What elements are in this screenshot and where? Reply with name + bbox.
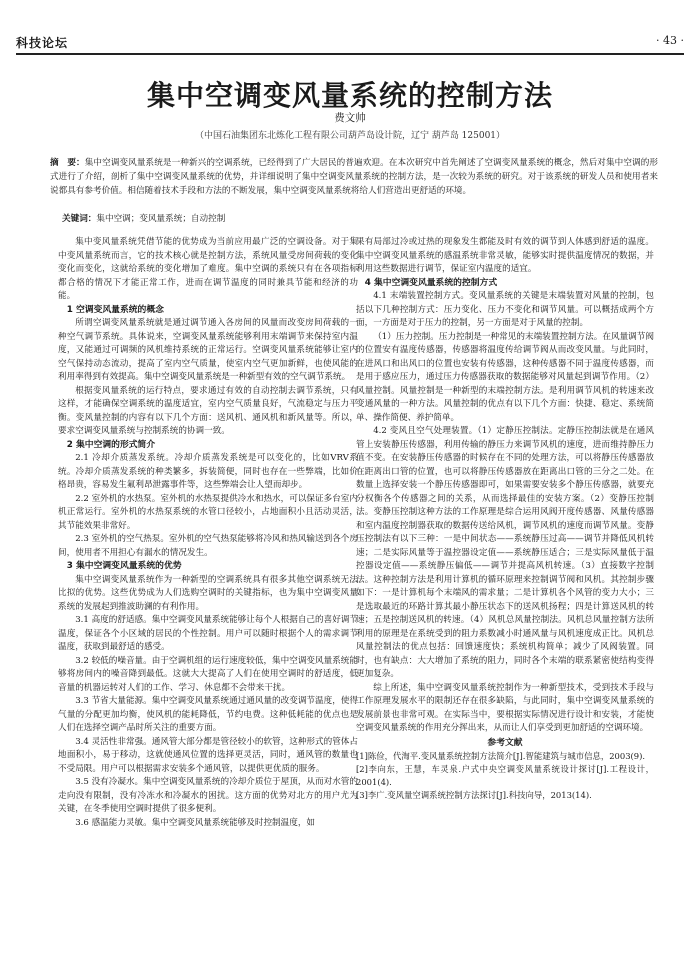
- abstract-label: 摘 要：: [50, 158, 85, 168]
- body-paragraph: 2.3 室外机的空气热泵。室外机的空气热泵能够将冷风和热风输送到各个房间，使用者不用担心有漏水的情况发生。: [58, 534, 358, 558]
- author-name: 费文帅: [334, 112, 366, 124]
- body-paragraph: 3.6 感温能力灵敏。集中空调变风量系统能够及时控制温度，如: [75, 817, 316, 828]
- page-number: · 43 ·: [656, 34, 684, 47]
- section-heading: 3 集中空调变风量系统的优势: [66, 561, 182, 571]
- body-paragraph: 3.3 节省大量能源。集中空调变风量系统通过通风量的改变调节温度，使得气量的分配更加均衡，使风机的能耗降低，节约电费。这种低耗能的优点也是人们在选择空调产品时所关注的重要方面。: [58, 696, 358, 733]
- section-heading: 4 集中空调变风量系统的控制方式: [364, 277, 498, 288]
- left-column: [58, 236, 358, 830]
- reference-item: [3]李广.变风量空调系统控制方法探讨[J].科技向导，2013(14).: [356, 789, 592, 800]
- body-paragraph: 2.2 室外机的水热泵。室外机的水热泵提供冷水和热水，可以保证多台室内机正常运行。室外机的水热泵系统的水管口径较小，占地面积小且活动灵活，其节能效果非常好。: [58, 493, 358, 531]
- keywords-label: 关键词：: [62, 214, 97, 224]
- abstract-text: 集中空调变风量系统是一种新兴的空调系统，已经得到了广大居民的普遍欢迎。在本次研究中首先阐述了空调变风量系统的概念，然后对集中空调的形式进行了介绍，剖析了集中空调变风量系统的优势，并详细说明了集中空调变风量系统的控制方法，是一次较为系统的研究。对于该系统的研发人员和使用者来说都具有参考价值。相信随着技术手段和方法的不断发展，集中空调变风量系统将给人们营造出更舒适的环境。: [50, 158, 658, 196]
- header-rule: [16, 53, 684, 55]
- section-heading: 2 集中空调的形式简介: [66, 439, 156, 450]
- body-paragraph: 4.2 变风且空气处理装置。（1）定静压控制法。定静压控制法就是在通风管上安装静压传感器，利用传输的静压力来调节风机的速度，进而维持静压力值不变。在安装静压传感器的时候存在不同的处理方法，可以将静压传感器放在距离出口管的位置，也可以将静压传感器放在距离出口管的三分之二处。在数量上选择安装一个静压传感器即可，如果需要安装多个静压传感器，就要充分权衡各个传感器之间的关系，从而选择最佳的安装方案。（2）变静压控制法。变静压控制这种方法的工作原理是综合运用风阀开度传感器、风量传感器和室内温度控制器获取的数据传送给风机，调节风机的速度而调节风量。变静压控制法有以下三种：一是中间状态——系统静压过高——调节并降低风机转速；二是实际风量等于温控器设定值——系统静压适合；三是实际风量低于温控器设定值——系统静压偏低——调节并提高风机转速。（3）直接数字控制法。这种控制方法是利用计算机的循环原理来控制调节阀和风机。其控制步骤如下：一是计算机每个末端风的需求量；二是计算机各个风管的变力大小；三是选取最近的环路计算其最小静压状态下的送风机扬程；四是计算送风机的转速；五是控制送风机的转速。（4）风机总风量控制法。风机总风量控制方法所利用的原理是在系统受到的阻力系数减小时通风量与风机速度成正比。风机总风量控制法的优点包括：回馈速度快；系统机构简单；减少了风阀装置。同时，也有缺点：大大增加了系统的阻力，同时各个末端的联系紧密使结构变得更加复杂。: [356, 426, 654, 679]
- body-paragraph: 所谓空调变风量系统就是通过调节通入各房间的风量而改变房间荷载的一种空气调节系统。具体说来，空调变风量系统能够利用末端调节来保持室内温度，又能通过可调频的风机维持系统的正常运行。空调变风量系统能够让室内空气保持动态流动，提高了室内空气质量，使室内空气更加新鲜，也使风能的利用率得到有效提高。集中空调变风量系统是一种新型有效的空气调节系统。: [58, 318, 358, 382]
- body-paragraph: 根据变风量系统的运行特点，要求通过有效的自动控制去调节系统，只有这样，才能确保空调系统的温度适宜，室内空气质量良好，气流稳定与压力平衡。变风量控制的内容有以下几个方面：送风机、通风机和新风量等。所以，要求空调变风量系统与控制系统的协调一致。: [58, 385, 358, 436]
- affiliation: （中国石油集团东北炼化工程有限公司葫芦岛设计院，辽宁 葫芦岛 125001）: [194, 131, 506, 141]
- references-heading: 参考文献: [487, 737, 523, 748]
- body-paragraph: 4.1 末端装置控制方式。变风量系统的关键是末端装置对风量的控制，包括以下几种控制方式：压力变化、压力不变化和调节风量。可以概括成两个方面，一方面是对于压力的控制，另一方面是对于风量的控制。: [356, 291, 654, 328]
- reference-item: [1]陈俭，代淘平.变风量系统控制方法简介[J].智能建筑与城市信息，2003(9).: [356, 750, 646, 761]
- body-paragraph: 集中变风量系统凭借节能的优势成为当前应用最广泛的空调设备。对于集中变风量系统而言，它的技术核心就是控制方法，系统风量受房间荷载的变化变化而变化，这就给系统的变化增加了难度。集中空调的系统只有在各项指标都合格的情况下才能正常工作，进而在调节温度的同时兼具节能和经济的功能。: [58, 237, 358, 301]
- paper-title: 集中空调变风量系统的控制方法: [146, 79, 553, 112]
- keywords-text: 集中空调；变风量系统；自动控制: [96, 214, 226, 224]
- body-paragraph: （1）压力控制。压力控制是一种常见的末端装置控制方法。在风量调节阀的位置安有温度传感器，传感器将温度传给调节阀从而改变风量。与此同时，在进风口和出风口的位置也安装有传感器，这种传感器不同于温度传感器，而是用于感应压力，通过压力传感器获取的数据能够对风量起到调节作用。（2）风量控制。风量控制是一种新型的末端控制方法。是利用调节风机的转速来改变通风量的一种方法。风量控制的优点有以下几个方面：快捷、稳定、系统简单、操作简便、养护简单。: [356, 331, 654, 423]
- body-paragraph: 集中空调变风量系统作为一种新型的空调系统具有很多其他空调系统无法比拟的优势。这些优势成为人们选购空调时的关键指标，也为集中空调变风量系统的发展起到推波助澜的有利作用。: [58, 574, 358, 612]
- reference-item: [2]李向东，王慧，车灵泉.户式中央空调变风量系统设计探讨[J].工程设计，2001(4).: [356, 763, 654, 787]
- right-column: [356, 236, 654, 802]
- body-paragraph: 3.2 较低的噪音量。由于空调机组的运行速度较低，集中空调变风量系统能够将房间内的噪音降到最低。这就大大提高了人们在使用空调时的舒适度，低音量的机器运转对人们的工作、学习、休息都不会带来干扰。: [58, 655, 358, 693]
- section-heading: 1 空调变风量系统的概念: [66, 304, 164, 315]
- body-paragraph: 3.1 高度的舒适感。集中空调变风量系统能够让每个人根据自己的喜好调节温度，保证各个小区域的居民的个性控制。用户可以随时根据个人的需求调节温度，获取到最舒适的感受。: [58, 615, 358, 652]
- journal-section: 科技论坛: [16, 36, 69, 50]
- abstract: [50, 156, 658, 198]
- body-paragraph: 2.1 冷却介质蒸发系统。冷却介质蒸发系统是可以变化的，比如VRV系统。冷却介质蒸发系统的种类繁多，拆装简便，同时也存在一些弊端，比如价格昂贵，容易发生氟利昂泄露事件等，这些弊端会让人望而却步。: [58, 453, 358, 490]
- body-paragraph: 综上所述，集中空调变风量系统控制作为一种新型技术，受到技术手段与工作原理发展水平的限制还存在很多缺陷，与此同时，集中空调变风量系统的发展前景也非常可观。在实际当中，要根据实际情况进行设计和安装，才能使空调变风量系统的作用充分挥出来，从而让人们享受到更加舒适的空调环境。: [356, 682, 654, 733]
- body-paragraph: 果有局部过冷或过热的现象发生都能及时有效的调节到人体感到舒适的温度。集中空调变风量系统的感温系统非常灵敏，能够实时提供温度情况的数据，并利用这些数据进行调节，保证室内温度的适宜。: [356, 237, 654, 274]
- body-paragraph: 3.4 灵活性非常强。通风管大部分都是管径较小的软管，这种形式的管体占地面积小，易于移动，这就使通风位置的选择更灵活，同时，通风管的数量也不受局限。用户可以根据需求安装多个通风管，以提供更优质的服务。: [58, 736, 358, 774]
- body-paragraph: 3.5 没有冷凝水。集中空调变风量系统的冷却介质位于屋顶，从而对水管的走向没有限制，没有冷冻水和冷凝水的困扰。这方面的优势对北方的用户尤为关键，在冬季使用空调时提供了很多便利。: [58, 777, 358, 814]
- keywords: [62, 212, 658, 226]
